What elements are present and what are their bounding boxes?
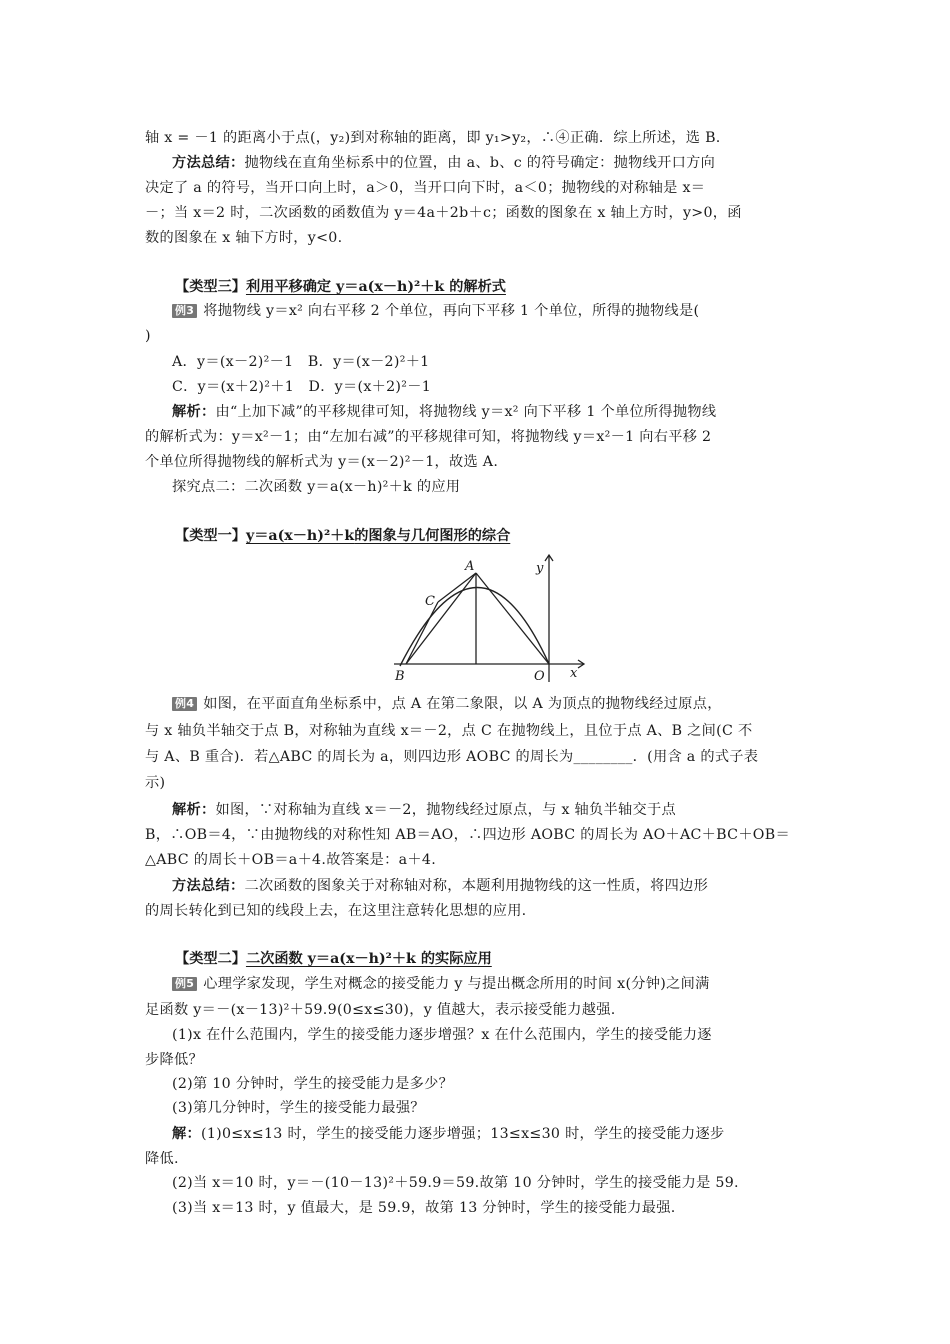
segment-AB xyxy=(406,573,476,664)
example4-question xyxy=(172,694,810,714)
type3-title: 利用平移确定 y＝a(x－h)²＋k 的解析式 xyxy=(245,279,506,295)
segment-BC xyxy=(406,602,438,664)
text-line: 个单位所得抛物线的解析式为 y＝(x－2)²－1，故选 A. xyxy=(145,454,499,470)
text-line: (2)第 10 分钟时，学生的接受能力是多少？ xyxy=(172,1076,454,1092)
text-line: 降低. xyxy=(145,1151,179,1167)
text-line xyxy=(172,876,810,896)
text-line: －；当 x＝2 时，二次函数的函数值为 y＝4a＋2b＋c；函数的图象在 x 轴上方时，y>0，函 xyxy=(145,205,742,221)
segment-AO xyxy=(476,573,549,664)
text-line: 步降低？ xyxy=(145,1052,203,1068)
text-line: 与 x 轴负半轴交于点 B，对称轴为直线 x＝－2，点 C 在抛物线上，且位于点 A、B 之间(C 不 xyxy=(145,723,753,739)
type2-heading xyxy=(175,949,492,969)
text-span: 心理学家发现，学生对概念的接受能力 y 与提出概念所用的时间 x(分钟)之间满 xyxy=(203,976,710,992)
text-line: △ABC 的周长＋OB＝a＋4.故答案是：a＋4. xyxy=(145,852,437,868)
text-line: 足函数 y＝－(x－13)²＋59.9(0≤x≤30)，y 值越大，表示接受能力越强. xyxy=(145,1002,616,1018)
text-line xyxy=(172,153,810,173)
text-line: 示) xyxy=(145,775,166,791)
type1-title-formula: y＝a(x－h)²＋k xyxy=(245,528,355,544)
parabola-curve xyxy=(400,587,549,666)
method-summary-label: 方法总结： xyxy=(172,878,245,894)
text-span: 二次函数的图象关于对称轴对称，本题利用抛物线的这一性质，将四边形 xyxy=(244,878,709,894)
text-span: 如图，在平面直角坐标系中，点 A 在第二象限，以 A 为顶点的抛物线经过原点， xyxy=(203,696,722,712)
text-line: (1)x 在什么范围内，学生的接受能力逐步增强？x 在什么范围内，学生的接受能力逐 xyxy=(172,1027,712,1043)
explore-point-two: 探究点二：二次函数 y＝a(x－h)²＋k 的应用 xyxy=(172,479,461,495)
example3-question xyxy=(172,301,810,321)
label-x: x xyxy=(570,666,578,681)
text-span: 抛物线在直角坐标系中的位置，由 a、b、c 的符号确定：抛物线开口方向 xyxy=(244,155,716,171)
text-line: ) xyxy=(145,328,151,344)
text-line: 数的图象在 x 轴下方时，y<0. xyxy=(145,230,343,246)
solution-label: 解： xyxy=(172,1126,201,1142)
text-span: (1)0≤x≤13 时，学生的接受能力逐步增强；13≤x≤30 时，学生的接受能力逐步 xyxy=(200,1126,725,1142)
type2-title: 二次函数 y＝a(x－h)²＋k 的实际应用 xyxy=(245,951,492,967)
parabola-figure xyxy=(394,550,606,688)
example3-options-row: C．y＝(x＋2)²＋1 D．y＝(x＋2)²－1 xyxy=(172,379,432,395)
method-summary-label: 方法总结： xyxy=(172,155,245,171)
type1-bracket: 【类型一】 xyxy=(175,528,246,544)
text-line xyxy=(172,1124,810,1144)
type3-bracket: 【类型三】 xyxy=(175,279,246,295)
type3-heading xyxy=(175,277,506,297)
text-line: (2)当 x＝10 时，y＝－(10－13)²＋59.9＝59.故第 10 分钟时，学生的接受能力是 59. xyxy=(172,1175,739,1191)
example4-badge: 例4 xyxy=(172,697,197,711)
example3-badge: 例3 xyxy=(172,304,197,318)
text-span: 如图，∵对称轴为直线 x＝－2，抛物线经过原点，与 x 轴负半轴交于点 xyxy=(215,802,676,818)
example3-options-row: A．y＝(x－2)²－1 B．y＝(x－2)²＋1 xyxy=(172,354,430,370)
text-line xyxy=(172,800,810,820)
text-line xyxy=(172,402,810,422)
analysis-label: 解析： xyxy=(172,404,216,420)
type1-heading xyxy=(175,526,510,546)
example5-question xyxy=(172,974,810,994)
text-line: 决定了 a 的符号，当开口向上时，a＞0，当开口向下时，a＜0；抛物线的对称轴是 x＝ xyxy=(145,180,706,196)
example5-badge: 例5 xyxy=(172,977,197,991)
type2-bracket: 【类型二】 xyxy=(175,951,246,967)
text-span: 将抛物线 y＝x² 向右平移 2 个单位，再向下平移 1 个单位，所得的抛物线是( xyxy=(203,303,700,319)
type1-title-rest: 的图象与几何图形的综合 xyxy=(354,528,511,544)
label-O: O xyxy=(534,669,545,684)
text-line: (3)当 x＝13 时，y 值最大，是 59.9，故第 13 分钟时，学生的接受能力最强. xyxy=(172,1200,676,1216)
label-B: B xyxy=(395,669,405,684)
analysis-label: 解析： xyxy=(172,802,216,818)
text-line: 的周长转化到已知的线段上去，在这里注意转化思想的应用. xyxy=(145,903,527,919)
text-span: 由“上加下减”的平移规律可知，将抛物线 y＝x² 向下平移 1 个单位所得抛物线 xyxy=(215,404,717,420)
label-A: A xyxy=(465,559,475,574)
text-line: 轴 x = －1 的距离小于点(，y₂)到对称轴的距离，即 y₁>y₂，∴④正确．综上所述，选 B. xyxy=(145,130,721,146)
text-line: B，∴OB＝4，∵由抛物线的对称性知 AB＝AO，∴四边形 AOBC 的周长为 AO＋AC＋BC＋OB＝ xyxy=(145,827,790,843)
label-y: y xyxy=(536,561,544,576)
text-line: 与 A、B 重合)．若△ABC 的周长为 a，则四边形 AOBC 的周长为________．(用含 a 的式子表 xyxy=(145,749,759,765)
text-line: (3)第几分钟时，学生的接受能力最强？ xyxy=(172,1100,425,1116)
label-C: C xyxy=(425,594,435,609)
text-line: 的解析式为：y＝x²－1；由“左加右减”的平移规律可知，将抛物线 y＝x²－1 向右平移 2 xyxy=(145,429,712,445)
